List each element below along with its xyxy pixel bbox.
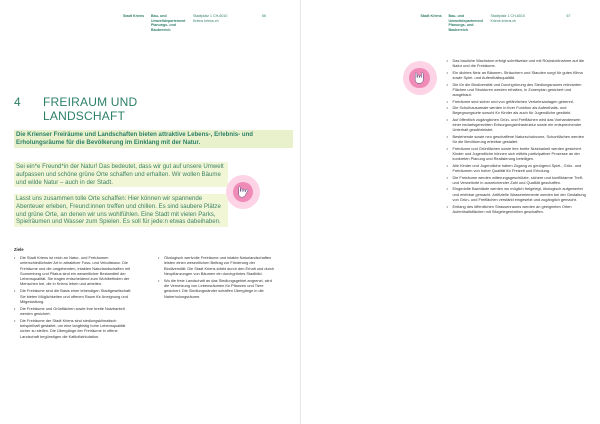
highlight-text-1: Sei ein*e Freund*in der Natur! Das bedeutet, dass wir gut auf unsere Umwelt aufpassen und schöne grüne Orte schaffen und erhalten. Wir wollen Bäume und wilde Natur – auch in der Stadt.: [14, 162, 228, 187]
list-item: • Freiräume und Grünflächen sowie ihre breite Nutzbarkeit werden gesichert. Kinder und Jugendliche können sich mittels partizipativer Prozesse an der konkreten Planung und Realisierung beteiligen.: [447, 146, 587, 162]
list-item: • Die Freiräume sind die Basis einer lebendigen Stadtgesellschaft. Sie bieten Möglichkeiten und offenen Raum für Aneignung und Mitgestaltung.: [14, 288, 134, 304]
shaka-hand-icon: [226, 175, 260, 209]
header-org: Stadt Kriens: [123, 14, 145, 18]
header-dept: Bau- und Umweltdepartement Planungs- und Baubereich: [151, 14, 186, 32]
goals-title: Ziele: [14, 247, 24, 252]
goals-column-2: [158, 255, 276, 300]
header-address: Stadtplatz 1 CH-6010 Kriens kriens.ch: [193, 14, 228, 23]
chapter-number: 4: [14, 95, 21, 109]
right-page: [301, 0, 600, 424]
page-number: 66: [262, 14, 266, 18]
header-dept: Bau- und Umweltdepartement Planungs- und Baubereich: [448, 14, 483, 32]
list-item: • Das bauliche Wachstum erfolgt schrittweise und mit Rücksichtnahme auf die Natur und die Freiräume.: [447, 58, 587, 69]
list-item: • Ökologisch wertvolle Freiräume und intakte Naturlandschaften leisten einen wesentlichen Beitrag zur Förderung der Biodiversität. Die Stadt Kriens stärkt durch den Erhalt und durch Neupflanzungen von Bäumen ein durchgrüntes Stadtbild.: [158, 255, 276, 276]
list-item: • Die Freiräume der Stadt Kriens sind siedlungsklimatisch beispielhaft gestaltet, um eine langfristig hohe Lebensqualität sicher zu stellen. Die Übergänge der Freiräume in offene Landschaft begünstigen die Kaltluftzirkulation.: [14, 318, 134, 339]
goals-column-3: [447, 58, 587, 215]
list-item: • Entlang des öffentlichen Strassenraums werden an geeigneten Orten Aufenthaltsflächen mit Sitzgelegenheiten geschaffen.: [447, 204, 587, 215]
list-item: • Auf öffentlich zugänglichen Grün- und Freiflächen wird das Vorhandensein einer bedarfsgerechten Entsorgungsinfrastruktur sowie ein entsprechender Unterhalt gewährleistet.: [447, 117, 587, 133]
header-address: Stadtplatz 1 CH-6010 Kriens kriens.ch: [490, 14, 525, 23]
list-item: • Die Freiräume und Grünflächen sowie ihre breite Nutzbarkeit werden gesichert.: [14, 306, 134, 317]
list-item: • Alle Kinder und Jugendliche haben Zugang zu genügend Spiel-, Grün- und Freiräumen von hoher Qualität für Freizeit und Erholung.: [447, 163, 587, 174]
list-item: • Die Freiräume werden witterungsgeschützte, sichere und konfliktarme Treff- und Verweilorte in ausreichender Zahl und Qualität geschaffen.: [447, 175, 587, 186]
list-item: • Eingedolte Bachläufe werden wo möglich freigelegt, ökologisch aufgewertet und erlebbar gemacht. Artifizielle Wasserelemente werden bei der Gestaltung von Grün- und Freiflächen verstärkt eingesetzt und zugänglich gemacht.: [447, 186, 587, 202]
lead-text: Die Krienser Freiräume und Landschaften bieten attraktive Lebens-, Erlebnis- und Erholungsräume für die Bevölkerung im Einklang mit der Natur.: [14, 130, 293, 148]
list-item: • Ein dichtes Netz an Bäumen, Sträuchern und Stauden sorgt für gutes Klima sowie Spiel- und Aufenthaltsqualität.: [447, 70, 587, 81]
list-item: • Die Stadt Kriens ist reich an Natur- und Freiräumen unterschiedlichster Art in attraktiver Fuss- und Velodistanz. Die Freiräume und die umgebenden, intakten Naturlandschaften mit Sonnenberg und Pilatus sind ein wesentlicher Bestandteil der Lebensqualität. Sie tragen entscheidend zum Wohlbefinden der Menschen bei, die in Kriens leben und arbeiten.: [14, 255, 134, 287]
list-item: • Wo die freie Landschaft an das Siedlungsgebiet angrenzt, wird die Vernetzung von Lebensräumen für Pflanzen und Tiere gesichert. Die Siedlungsränder schaffen Übergänge in die Naherholungsräume.: [158, 278, 276, 299]
goals-column-1: [14, 255, 134, 340]
list-item: • Freiräume sind sicher und von gefährlichen Verkehrsanlagen getrennt.: [447, 99, 587, 104]
list-item: • Die Schulhausareale werden in ihrer Funktion als Aufenthalts- und Begegnungsorte sowohl für Kinder als auch für Jugendliche gestärkt.: [447, 105, 587, 116]
chapter-title: FREIRAUM UND LANDSCHAFT: [43, 95, 138, 123]
page-number: 67: [566, 14, 571, 18]
list-item: • Bestehende sowie neu geschaffene Naturschutzzone, Schonflächen werden für die Bevölkerung erlebbar gestaltet.: [447, 134, 587, 145]
list-item: • Die für die Biodiversität und Durchgrünung des Siedlungsraums relevanten Flächen und Strukturen werden erhalten, in Zonenplan gesichert und ausgebaut.: [447, 82, 587, 98]
highlight-text-2: Lasst uns zusammen tolle Orte schaffen: Hier können wir spannende Abenteuer erleben, Freund:innen treffen und chillen. Es sind saubere Plätze und grüne Orte, an denen wir uns wohlfühlen. Eine Stadt mit vielen Parks, Spielräumen und Wasser zum Spielen. Es soll für jede:n etwas dabeihaben.: [14, 194, 228, 227]
rock-hand-icon: [403, 61, 437, 95]
header-org: Stadt Kriens: [420, 14, 442, 18]
